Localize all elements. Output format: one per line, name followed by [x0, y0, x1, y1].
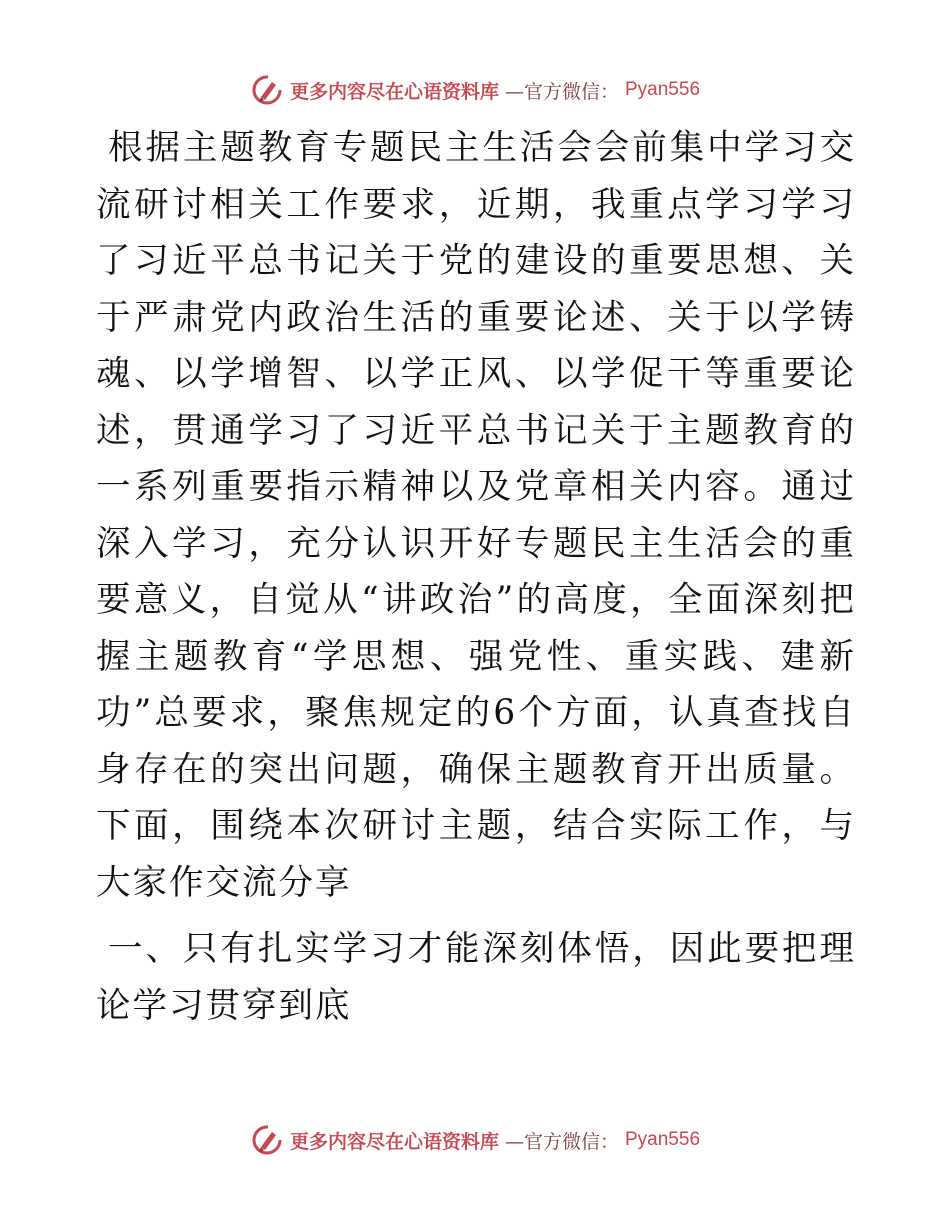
pen-nib-logo-icon	[250, 73, 284, 107]
intro-paragraph: 根据主题教育专题民主生活会会前集中学习交流研讨相关工作要求，近期，我重点学习学习了习近平总书记关于党的建设的重要思想、关于严肃党内政治生活的重要论述、关于以学铸魂、以学增智、以学正风、以学促干等重要论述，贯通学习了习近平总书记关于主题教育的一系列重要指示精神以及党章相关内容。通过深入学习，充分认识开好专题民主生活会的重要意义，自觉从“讲政治”的高度，全面深刻把握主题教育“学思想、强党性、重实践、建新功”总要求，聚焦规定的6个方面，认真查找自身存在的突出问题，确保主题教育开出质量。下面，围绕本次研讨主题，结合实际工作，与大家作交流分享	[96, 128, 856, 903]
banner-sub-text: —官方微信：	[504, 80, 619, 103]
banner-wechat-id: Pyan556	[625, 79, 701, 100]
footer-watermark-banner	[0, 1120, 950, 1160]
banner-main-text: 更多内容尽在心语资料库	[289, 80, 499, 103]
banner-wechat-id: Pyan556	[625, 1129, 701, 1150]
pen-nib-logo-icon	[250, 1123, 284, 1157]
section-heading: 一、只有扎实学习才能深刻体悟，因此要把理论学习贯穿到底	[96, 929, 856, 1026]
banner-sub-text: —官方微信：	[504, 1130, 619, 1153]
banner-main-text: 更多内容尽在心语资料库	[289, 1130, 499, 1153]
header-watermark-banner	[0, 70, 950, 110]
document-body	[96, 120, 856, 1034]
